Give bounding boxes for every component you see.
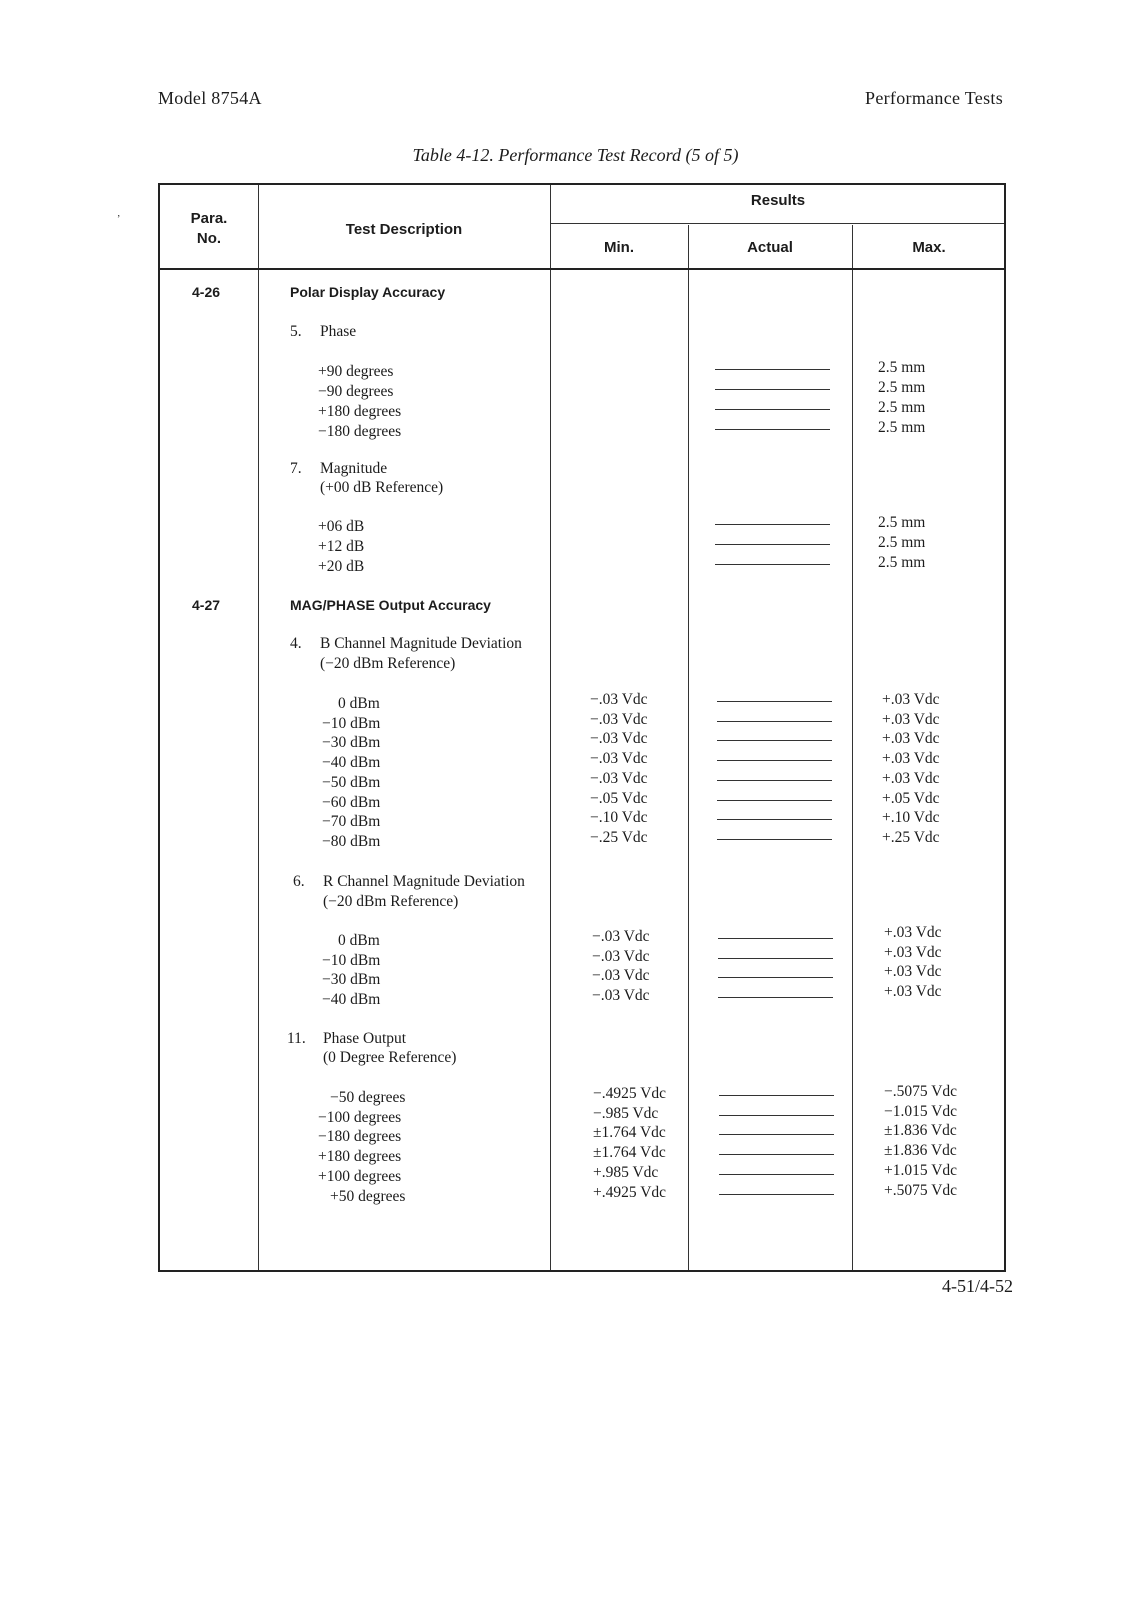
table-caption: Table 4-12. Performance Test Record (5 of 5) <box>412 145 739 165</box>
r-channel-row-min: −.03 Vdc <box>592 967 650 985</box>
section-title: MAG/PHASE Output Accuracy <box>290 597 491 613</box>
phase-row-label: +90 degrees <box>318 363 394 380</box>
step-number: 5. <box>290 323 302 340</box>
b-channel-row-max: +.25 Vdc <box>882 828 940 846</box>
phase-output-row-max: ±1.836 Vdc <box>884 1142 957 1160</box>
r-channel-row-label: −10 dBm <box>322 951 381 969</box>
b-channel-row-min: −.25 Vdc <box>590 828 648 846</box>
b-channel-row-max: +.05 Vdc <box>882 789 940 807</box>
margin-mark: ʼ <box>117 214 121 225</box>
r-channel-row-max: +.03 Vdc <box>884 924 942 941</box>
step-label: Phase <box>320 323 357 340</box>
actual-entry-line <box>718 938 833 939</box>
actual-entry-line <box>715 429 830 430</box>
r-channel-row-min: −.03 Vdc <box>592 987 650 1005</box>
b-channel-row-label: −70 dBm <box>322 813 381 831</box>
actual-entry-line <box>715 564 830 565</box>
magnitude-row-label: +20 dB <box>318 558 365 575</box>
r-channel-row-min: −.03 Vdc <box>592 947 650 965</box>
r-channel-row-label: 0 dBm <box>338 932 380 949</box>
phase-row-max: 2.5 mm <box>878 379 926 396</box>
section-para-number: 4-27 <box>192 597 221 613</box>
b-channel-row-label: −60 dBm <box>322 793 381 811</box>
phase-output-row-max: +1.015 Vdc <box>884 1161 958 1179</box>
step-label: B Channel Magnitude Deviation <box>320 635 522 652</box>
b-channel-row-max: +.10 Vdc <box>882 809 940 827</box>
actual-entry-line <box>719 1134 834 1135</box>
col-header-actual: Actual <box>747 239 793 256</box>
r-channel-row-label: −40 dBm <box>322 991 381 1009</box>
actual-entry-line <box>719 1154 834 1155</box>
r-channel-row-max: +.03 Vdc <box>884 943 942 961</box>
actual-entry-line <box>717 701 832 702</box>
col-divider-actual <box>852 225 853 1270</box>
step-reference: (+00 dB Reference) <box>320 479 444 496</box>
step-number: 4. <box>290 635 302 652</box>
col-divider-desc <box>550 185 551 1270</box>
step-reference: (−20 dBm Reference) <box>320 655 456 672</box>
col-divider-min <box>688 225 689 1270</box>
phase-row-label: −90 degrees <box>318 383 394 400</box>
r-channel-row-max: +.03 Vdc <box>884 963 942 981</box>
col-divider-para <box>258 185 259 1270</box>
phase-row-max: 2.5 mm <box>878 399 926 416</box>
b-channel-row-min: −.03 Vdc <box>590 691 648 708</box>
phase-output-row-max: ±1.836 Vdc <box>884 1122 957 1140</box>
phase-output-row-max: −1.015 Vdc <box>884 1102 958 1120</box>
b-channel-row-max: +.03 Vdc <box>882 750 940 768</box>
actual-entry-line <box>717 819 832 820</box>
phase-output-row-label: −100 degrees <box>318 1108 402 1126</box>
magnitude-row-max: 2.5 mm <box>878 534 926 551</box>
r-channel-row-max: +.03 Vdc <box>884 983 942 1001</box>
actual-entry-line <box>715 369 830 370</box>
step-number: 11. <box>287 1030 306 1047</box>
actual-entry-line <box>719 1095 834 1096</box>
step-label: Phase Output <box>323 1030 407 1047</box>
phase-output-row-label: +100 degrees <box>318 1167 402 1185</box>
phase-output-row-min: −.4925 Vdc <box>593 1085 667 1102</box>
actual-entry-line <box>718 958 833 959</box>
col-header-para <box>160 209 258 249</box>
b-channel-row-label: −10 dBm <box>322 714 381 732</box>
phase-output-row-min: −.985 Vdc <box>593 1104 659 1122</box>
phase-output-row-label: +180 degrees <box>318 1148 402 1166</box>
step-reference: (−20 dBm Reference) <box>323 893 459 910</box>
phase-output-row-max: +.5075 Vdc <box>884 1181 958 1199</box>
phase-output-row-label: −180 degrees <box>318 1128 402 1146</box>
b-channel-row-max: +.03 Vdc <box>882 769 940 787</box>
magnitude-row-label: +06 dB <box>318 518 365 535</box>
b-channel-row-label: −40 dBm <box>322 754 381 772</box>
col-header-results: Results <box>750 192 806 209</box>
phase-output-row-min: ±1.764 Vdc <box>593 1144 666 1162</box>
b-channel-row-min: −.05 Vdc <box>590 789 648 807</box>
section-title: Polar Display Accuracy <box>290 284 446 300</box>
b-channel-row-max: +.03 Vdc <box>882 730 940 748</box>
header-divider <box>160 268 1004 270</box>
phase-output-row-label: −50 degrees <box>330 1089 406 1106</box>
col-header-description: Test Description <box>345 221 463 238</box>
actual-entry-line <box>717 760 832 761</box>
actual-entry-line <box>719 1194 834 1195</box>
phase-row-label: −180 degrees <box>318 423 402 440</box>
actual-entry-line <box>717 740 832 741</box>
col-header-max: Max. <box>912 239 946 256</box>
col-header-min: Min. <box>604 239 634 256</box>
actual-entry-line <box>719 1115 834 1116</box>
step-label: Magnitude <box>320 460 388 477</box>
section-header: Performance Tests <box>865 88 1003 108</box>
performance-test-record-table <box>158 183 1006 1272</box>
b-channel-row-label: −30 dBm <box>322 734 381 752</box>
b-channel-row-min: −.03 Vdc <box>590 769 648 787</box>
actual-entry-line <box>715 409 830 410</box>
actual-entry-line <box>717 800 832 801</box>
page-number: 4-51/4-52 <box>942 1276 1013 1296</box>
b-channel-row-label: 0 dBm <box>338 695 380 712</box>
step-number: 6. <box>293 873 305 890</box>
phase-output-row-label: +50 degrees <box>330 1187 406 1205</box>
b-channel-row-max: +.03 Vdc <box>882 691 940 708</box>
r-channel-row-min: −.03 Vdc <box>592 928 650 945</box>
phase-output-row-min: ±1.764 Vdc <box>593 1124 666 1142</box>
step-reference: (0 Degree Reference) <box>323 1049 457 1066</box>
actual-entry-line <box>715 524 830 525</box>
actual-entry-line <box>718 977 833 978</box>
magnitude-row-label: +12 dB <box>318 538 365 555</box>
results-divider <box>550 223 1004 224</box>
phase-row-max: 2.5 mm <box>878 359 926 376</box>
phase-row-label: +180 degrees <box>318 403 402 420</box>
col-header-para-line1: Para. <box>190 210 228 227</box>
b-channel-row-min: −.03 Vdc <box>590 750 648 768</box>
actual-entry-line <box>715 389 830 390</box>
step-number: 7. <box>290 460 302 477</box>
actual-entry-line <box>717 721 832 722</box>
phase-output-row-min: +.4925 Vdc <box>593 1183 667 1201</box>
model-header: Model 8754A <box>158 88 262 108</box>
r-channel-row-label: −30 dBm <box>322 971 381 989</box>
actual-entry-line <box>719 1174 834 1175</box>
col-header-para-line2: No. <box>196 230 222 247</box>
actual-entry-line <box>717 780 832 781</box>
magnitude-row-max: 2.5 mm <box>878 514 926 531</box>
phase-row-max: 2.5 mm <box>878 419 926 436</box>
actual-entry-line <box>717 839 832 840</box>
phase-output-row-min: +.985 Vdc <box>593 1163 659 1181</box>
b-channel-row-label: −80 dBm <box>322 832 381 850</box>
actual-entry-line <box>718 997 833 998</box>
step-label: R Channel Magnitude Deviation <box>323 873 525 890</box>
actual-entry-line <box>715 544 830 545</box>
b-channel-row-min: −.10 Vdc <box>590 809 648 827</box>
b-channel-row-min: −.03 Vdc <box>590 730 648 748</box>
b-channel-row-label: −50 dBm <box>322 773 381 791</box>
section-para-number: 4-26 <box>192 284 221 300</box>
b-channel-row-max: +.03 Vdc <box>882 710 940 728</box>
b-channel-row-min: −.03 Vdc <box>590 710 648 728</box>
magnitude-row-max: 2.5 mm <box>878 554 926 571</box>
phase-output-row-max: −.5075 Vdc <box>884 1083 958 1100</box>
